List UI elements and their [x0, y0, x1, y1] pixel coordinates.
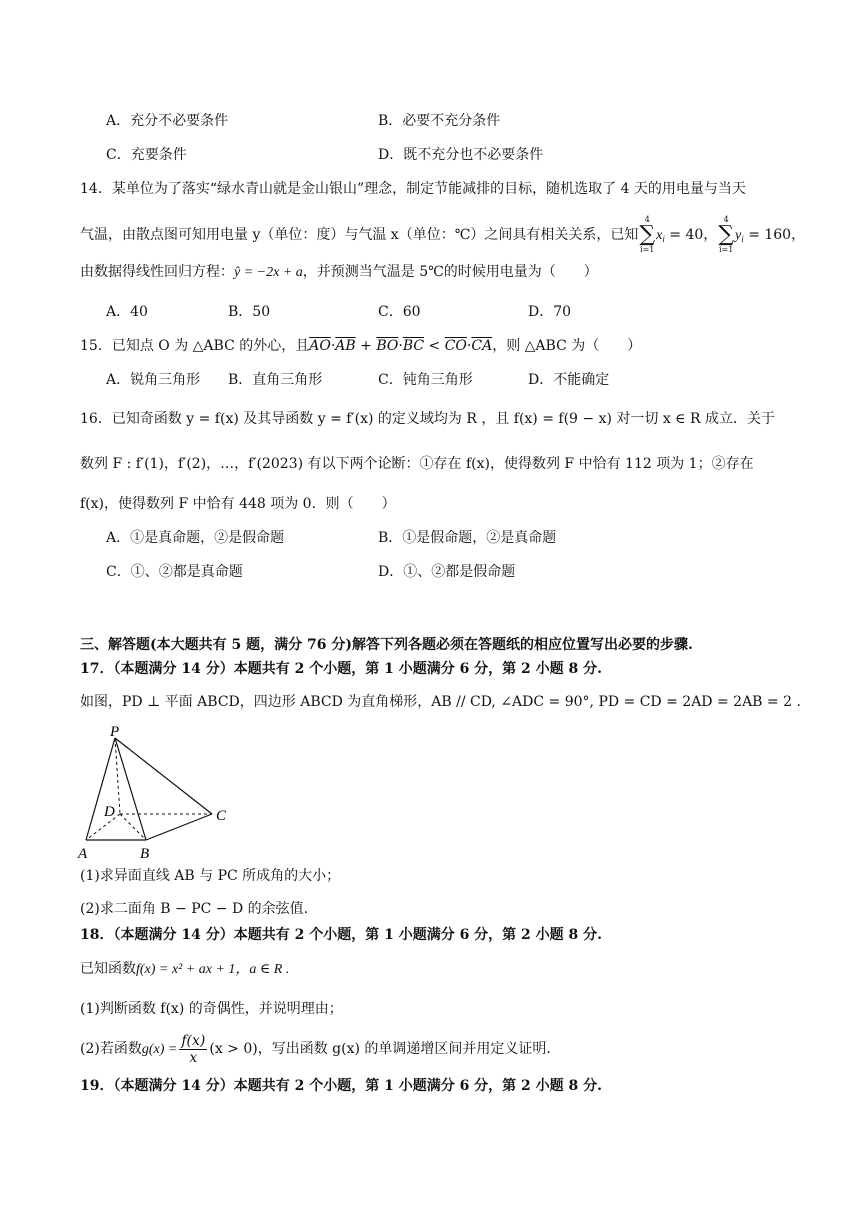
edge-bc: [146, 814, 212, 840]
q17-header: 17．（本题满分 14 分）本题共有 2 个小题，第 1 小题满分 6 分，第 2 小题 8 分.: [80, 661, 603, 677]
q18-part-1: (1)判断函数 f(x) 的奇偶性，并说明理由；: [80, 1001, 343, 1017]
q16-option-d: D．①、②都是假命题: [378, 564, 516, 580]
q15-option-b: B．直角三角形: [228, 372, 323, 388]
q15-option-d: D．不能确定: [528, 372, 610, 388]
q14-stem-line2: 气温，由散点图可知用电量 y（单位：度）与气温 x（单位：℃）之间具有相关关系，已知 4 ∑ i=1 $x_i = 40$， 4 ∑ i=1 $y_i = 160$，: [80, 215, 806, 254]
q18-header: 18．（本题满分 14 分）本题共有 2 个小题，第 1 小题满分 6 分，第 2 小题 8 分.: [80, 927, 603, 943]
edge-pd: [115, 738, 120, 814]
q14-stem-line2-text: 气温，由散点图可知用电量 y（单位：度）与气温 x（单位：℃）之间具有相关关系，已知: [80, 227, 639, 243]
label-b: B: [140, 846, 150, 862]
regression-equation: ŷ = −2x + a: [234, 265, 303, 280]
q19-header: 19．（本题满分 14 分）本题共有 2 个小题，第 1 小题满分 6 分，第 2 小题 8 分.: [80, 1078, 603, 1094]
q16-stem-line1: 16．已知奇函数 y = f(x) 及其导函数 y = f′(x) 的定义域均为 R ，且 f(x) = f(9 − x) 对一切 x ∈ R 成立．关于: [80, 411, 775, 427]
sum-x: 4 ∑ i=1: [639, 215, 656, 254]
q15-option-a: A．锐角三角形: [106, 372, 201, 388]
q16-option-c: C．①、②都是真命题: [106, 564, 243, 580]
q16-stem-line2: 数列 F : f′(1)，f′(2)，…，f′(2023) 有以下两个论断：①存在 f(x)，使得数列 F 中恰有 112 项为 1；②存在: [80, 456, 754, 472]
label-c: C: [216, 808, 227, 824]
edge-pa: [86, 738, 115, 840]
q14-option-c: C．60: [378, 304, 421, 320]
label-d: D: [104, 804, 115, 820]
edge-da: [86, 814, 120, 840]
label-a: A: [78, 846, 88, 862]
function-definition: f(x) = x² + ax + 1，a ∈ R .: [136, 962, 290, 977]
q14-option-d: D．70: [528, 304, 572, 320]
q16-option-a: A．①是真命题，②是假命题: [106, 530, 285, 546]
q14-option-a: A．40: [106, 304, 148, 320]
q14-option-b: B．50: [228, 304, 271, 320]
q13-option-d: D．既不充分也不必要条件: [378, 147, 544, 163]
q16-stem-line3: f(x)，使得数列 F 中恰有 448 项为 0．则（ ）: [80, 496, 396, 512]
q14-stem-line1: 14．某单位为了落实“绿水青山就是金山银山”理念，制定节能减排的目标，随机选取了 4 天的用电量与当天: [80, 181, 746, 197]
section-3-heading: 三、解答题(本大题共有 5 题，满分 76 分)解答下列各题必须在答题纸的相应位置写出必要的步骤.: [80, 637, 693, 653]
edge-pc: [115, 738, 212, 814]
fraction: $\frac{f(x)}{x}$: [181, 1032, 206, 1066]
pyramid-figure: [76, 722, 246, 867]
q16-option-b: B．①是假命题，②是真命题: [378, 530, 557, 546]
q17-part-2: (2)求二面角 B − PC − D 的余弦值.: [80, 901, 309, 917]
sum-y: 4 ∑ i=1: [718, 215, 734, 254]
q17-part-1: (1)求异面直线 AB 与 PC 所成角的大小；: [80, 868, 341, 884]
label-p: P: [110, 724, 120, 740]
q13-option-b: B．必要不充分条件: [378, 113, 501, 129]
q13-option-c: C．充要条件: [106, 147, 187, 163]
q13-option-a: A．充分不必要条件: [106, 113, 229, 129]
q15-option-c: C．钝角三角形: [378, 372, 473, 388]
q15-stem: 15．已知点 O 为 △ABC 的外心，且$\overline{AO}\cdot\overline{AB} + \overline{BO}\cdot\overline{BC} < \overline{CO}\cdot\overline{CA}$，则 △ABC 为（ ）: [80, 338, 642, 354]
q18-stem: 已知函数f(x) = x² + ax + 1，a ∈ R .: [80, 961, 290, 977]
q18-part-2: (2)若函数g(x) = $\frac{f(x)}{x}$ (x > 0)，写出函数 g(x) 的单调递增区间并用定义证明.: [80, 1032, 551, 1066]
q17-stem: 如图，PD ⊥ 平面 ABCD，四边形 ABCD 为直角梯形，AB // CD, ∠ADC = 90°, PD = CD = 2AD = 2AB = 2 .: [80, 694, 801, 710]
q14-stem-line3: 由数据得线性回归方程：ŷ = −2x + a，并预测当气温是 5℃的时候用电量为（ ）: [80, 264, 598, 280]
